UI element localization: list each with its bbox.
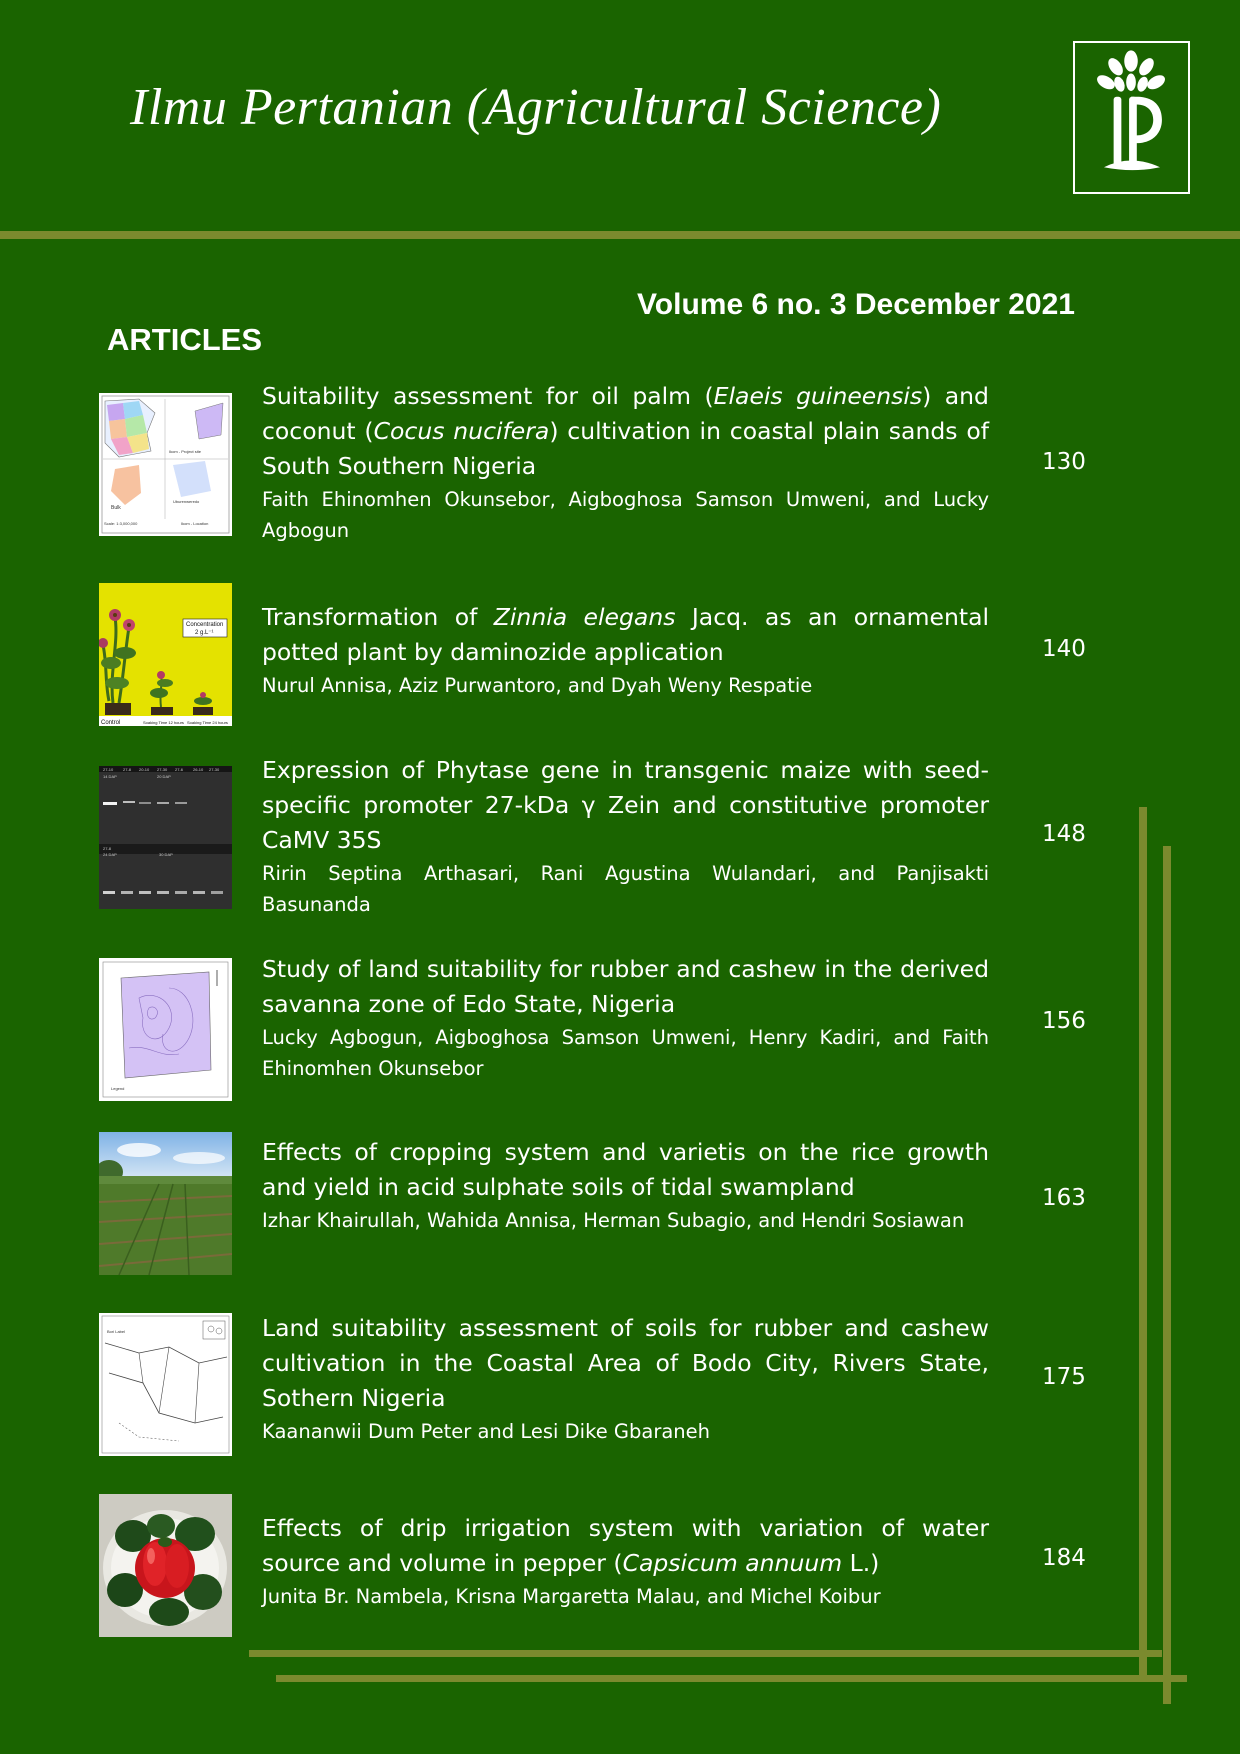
gel-label: 27-8 [123, 767, 132, 772]
contour-label: Legend [111, 1086, 125, 1091]
article-authors: Ririn Septina Arthasari, Rani Agustina Wulandari, and Panjisakti Basunanda [262, 862, 989, 916]
article-page-number[interactable]: 184 [1042, 1545, 1086, 1571]
map-label: Ikom - Project site [169, 449, 202, 454]
gel-label: 27-30 [157, 767, 168, 772]
section-heading: ARTICLES [107, 322, 262, 357]
journal-title: Ilmu Pertanian (Agricultural Science) [130, 79, 942, 136]
article-authors: Faith Ehinomhen Okunsebor, Aigboghosa Samson Umweni, and Lucky Agbogun [262, 488, 989, 542]
potted-plant-photo [99, 583, 232, 726]
map-label: Ikom - Location [181, 521, 209, 526]
pepper-photo [99, 1494, 232, 1637]
gel-electrophoresis-image [99, 766, 232, 909]
map-label: Bulk [111, 505, 121, 511]
article-thumbnail-pepper[interactable] [99, 1494, 232, 1637]
gel-label: 30 DAP [159, 852, 173, 857]
article-title[interactable]: Land suitability assessment of soils for rubber and cashew cultivation in the Coastal Area of Bodo City, Rivers State, Sothern Nigeria [262, 1314, 989, 1412]
gel-label: 27-6 [175, 767, 184, 772]
scientific-name: Zinnia elegans [493, 603, 676, 631]
article-page-number[interactable]: 148 [1042, 821, 1086, 847]
article-authors: Junita Br. Nambela, Krisna Margaretta Malau, and Michel Koibur [262, 1585, 881, 1608]
article-thumbnail-map[interactable] [99, 393, 232, 536]
article-title[interactable]: Transformation of Zinnia elegans Jacq. as an ornamental potted plant by daminozide application [262, 603, 990, 666]
decorative-vertical-line [1139, 807, 1147, 1677]
decorative-vertical-line [1163, 846, 1171, 1704]
article-authors: Lucky Agbogun, Aigboghosa Samson Umweni, Henry Kadiri, and Faith Ehinomhen Okunsebor [262, 1026, 989, 1080]
map-label: Scale: 1:3,000,000 [104, 521, 138, 526]
header-divider [0, 231, 1240, 239]
article-page-number[interactable]: 163 [1042, 1185, 1086, 1211]
issue-volume: Volume 6 no. 3 December 2021 [637, 288, 1075, 321]
gel-label: 20-10 [139, 767, 150, 772]
gel-label: 27-10 [103, 767, 114, 772]
article-authors: Nurul Annisa, Aziz Purwantoro, and Dyah Weny Respatie [262, 674, 813, 697]
road-label: Bori Label [107, 1329, 126, 1334]
article-thumbnail-road-map[interactable] [99, 1313, 232, 1456]
article-page-number[interactable]: 130 [1042, 449, 1086, 475]
contour-map [99, 958, 232, 1101]
plant-label: Soaking Time 12 hours [143, 720, 184, 725]
scientific-name: Capsicum annuum [622, 1549, 843, 1577]
tree-logo-icon [1075, 43, 1188, 192]
article-title[interactable]: Effects of drip irrigation system with variation of water source and volume in pepper (Capsicum annuum L.) [262, 1514, 989, 1577]
decorative-horizontal-line [249, 1650, 1162, 1657]
article-thumbnail-plant[interactable] [99, 583, 232, 726]
article-authors: Izhar Khairullah, Wahida Annisa, Herman Subagio, and Hendri Sosiawan [262, 1209, 965, 1232]
gel-label: 20 DAP [157, 774, 171, 779]
article-title[interactable]: Study of land suitability for rubber and cashew in the derived savanna zone of Edo State, Nigeria [262, 955, 989, 1018]
scientific-name: Cocus nucifera [373, 417, 550, 445]
plant-label: Concentration [186, 622, 224, 628]
journal-logo [1073, 41, 1190, 194]
article-page-number[interactable]: 156 [1042, 1008, 1086, 1034]
article-page-number[interactable]: 140 [1042, 636, 1086, 662]
article-page-number[interactable]: 175 [1042, 1364, 1086, 1390]
article-authors: Kaananwii Dum Peter and Lesi Dike Gbaraneh [262, 1420, 711, 1443]
gel-label: 26-10 [193, 767, 204, 772]
plant-label: Control [101, 720, 121, 726]
article-title[interactable]: Expression of Phytase gene in transgenic maize with seed-specific promoter 27-kDa γ Zein and constitutive promoter CaMV 35S [262, 756, 989, 854]
decorative-horizontal-line [276, 1675, 1187, 1682]
road-map [99, 1313, 232, 1456]
map-icon [99, 393, 232, 536]
map-label: Uburenweredo [173, 499, 200, 504]
scientific-name: Elaeis guineensis [713, 382, 923, 410]
gel-label: 27-30 [209, 767, 220, 772]
rice-field-photo [99, 1132, 232, 1275]
plant-label: 2 g.L⁻¹ [195, 630, 214, 636]
gel-label: 27-8 [103, 846, 112, 851]
gel-label: 24 DAP [103, 852, 117, 857]
plant-label: Soaking Time 24 hours [187, 720, 228, 725]
article-thumbnail-gel[interactable] [99, 766, 232, 909]
article-title[interactable]: Effects of cropping system and varietis on the rice growth and yield in acid sulphate soils of tidal swampland [262, 1138, 989, 1201]
article-thumbnail-rice[interactable] [99, 1132, 232, 1275]
gel-label: 14 DAP [103, 774, 117, 779]
article-title[interactable]: Suitability assessment for oil palm (Elaeis guineensis) and coconut (Cocus nucifera) cultivation in coastal plain sands of South Southern Nigeria [262, 382, 989, 480]
article-thumbnail-contour[interactable] [99, 958, 232, 1101]
